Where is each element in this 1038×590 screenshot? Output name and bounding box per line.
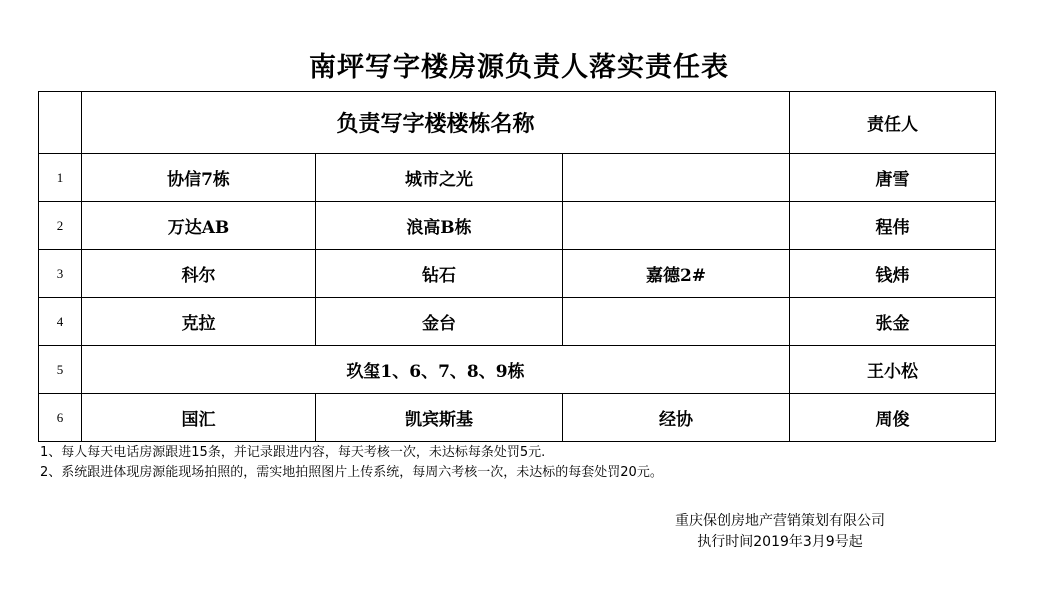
- note-line: 1、每人每天电话房源跟进15条，并记录跟进内容，每天考核一次，未达标每条处罚5元.: [40, 445, 546, 460]
- table-row: [39, 154, 996, 202]
- table-row: [39, 298, 996, 346]
- person-cell: 王小松: [790, 346, 996, 394]
- person-cell: 张金: [790, 298, 996, 346]
- building-cell: 万达AB: [82, 202, 316, 250]
- row-number: 5: [39, 346, 82, 394]
- row-number: 4: [39, 298, 82, 346]
- building-cell: 国汇: [82, 394, 316, 442]
- building-cell: 金台: [316, 298, 563, 346]
- building-cell: 钻石: [316, 250, 563, 298]
- page-title: 南坪写字楼房源负责人落实责任表: [309, 52, 729, 83]
- header-number-cell: [39, 92, 82, 154]
- person-cell: 唐雪: [790, 154, 996, 202]
- footer-signature: [655, 511, 905, 553]
- building-cell: [563, 154, 790, 202]
- table-header-row: [39, 92, 996, 154]
- table-row: [39, 250, 996, 298]
- responsibility-table: [38, 91, 996, 442]
- building-cell: 协信7栋: [82, 154, 316, 202]
- person-cell: 钱炜: [790, 250, 996, 298]
- table-row: [39, 202, 996, 250]
- table-row: [39, 346, 996, 394]
- building-cell: [563, 202, 790, 250]
- merged-building-cell: 玖玺1、6、7、8、9栋: [82, 346, 790, 394]
- row-number: 6: [39, 394, 82, 442]
- building-cell: 凯宾斯基: [316, 394, 563, 442]
- row-number: 3: [39, 250, 82, 298]
- effective-date: 执行时间2019年3月9号起: [697, 534, 863, 550]
- building-cell: 克拉: [82, 298, 316, 346]
- building-cell: 浪高B栋: [316, 202, 563, 250]
- building-cell: 科尔: [82, 250, 316, 298]
- building-cell: 城市之光: [316, 154, 563, 202]
- building-cell: 嘉德2#: [563, 250, 790, 298]
- company-name: 重庆保创房地产营销策划有限公司: [675, 513, 885, 529]
- notes-section: [40, 443, 663, 483]
- note-line: 2、系统跟进体现房源能现场拍照的，需实地拍照图片上传系统，每周六考核一次，未达标的每套处罚20元。: [40, 465, 663, 480]
- person-cell: 周俊: [790, 394, 996, 442]
- row-number: 2: [39, 202, 82, 250]
- header-building-name: 负责写字楼楼栋名称: [82, 92, 790, 154]
- building-cell: [563, 298, 790, 346]
- header-responsible-person: 责任人: [790, 92, 996, 154]
- row-number: 1: [39, 154, 82, 202]
- person-cell: 程伟: [790, 202, 996, 250]
- building-cell: 经协: [563, 394, 790, 442]
- table-row: [39, 394, 996, 442]
